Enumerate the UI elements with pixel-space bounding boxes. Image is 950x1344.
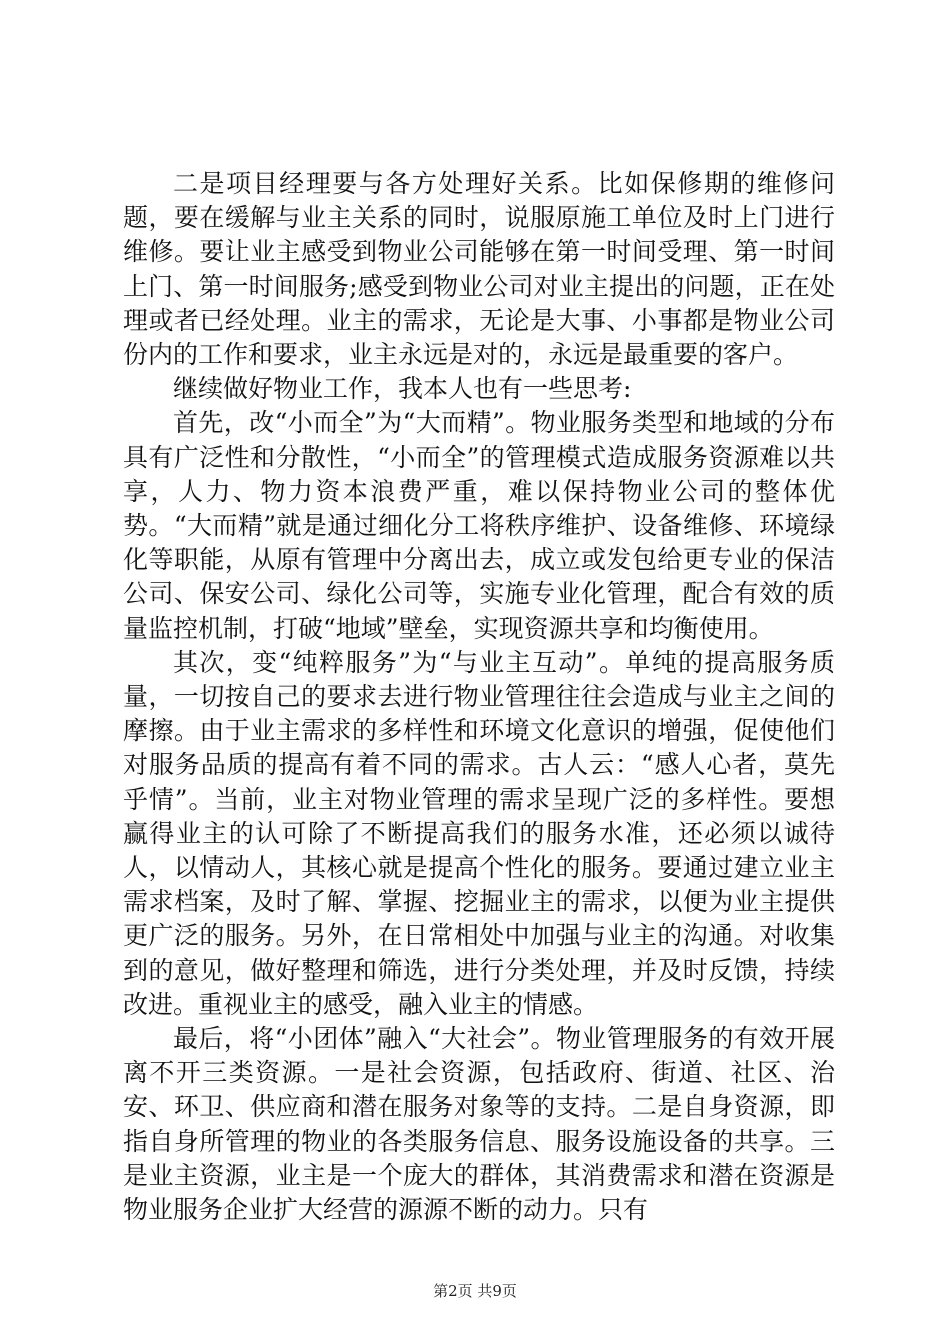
paragraph-project-manager-relations: 二是项目经理要与各方处理好关系。比如保修期的维修问题，要在缓解与业主关系的同时，说服原施工单位及时上门进行维修。要让业主感受到物业公司能够在第一时间受理、第一时间上门、第一时间服务;感受到物业公司对业主提出的问题，正在处理或者已经处理。业主的需求，无论是大事、小事都是物业公司份内的工作和要求，业主永远是对的，永远是最重要的客户。 (123, 169, 835, 370)
paragraph-first-point: 首先，改“小而全”为“大而精”。物业服务类型和地域的分布具有广泛性和分散性，“小而全”的管理模式造成服务资源难以共享，人力、物力资本浪费严重，难以保持物业公司的整体优势。“大而精”就是通过细化分工将秩序维护、设备维修、环境绿化等职能，从原有管理中分离出去，成立或发包给更专业的保洁公司、保安公司、绿化公司等，实施专业化管理，配合有效的质量监控机制，打破“地域”壁垒，实现资源共享和均衡使用。 (123, 408, 835, 643)
paragraph-second-point: 其次，变“纯粹服务”为“与业主互动”。单纯的提高服务质量，一切按自己的要求去进行物业管理往往会造成与业主之间的摩擦。由于业主需求的多样性和环境文化意识的增强，促使他们对服务品质的提高有着不同的需求。古人云：“感人心者，莫先乎情”。当前，业主对物业管理的需求呈现广泛的多样性。要想赢得业主的认可除了不断提高我们的服务水准，还必须以诚待人，以情动人，其核心就是提高个性化的服务。要通过建立业主需求档案，及时了解、掌握、挖掘业主的需求，以便为业主提供更广泛的服务。另外，在日常相处中加强与业主的沟通。对收集到的意见，做好整理和筛选，进行分类处理，并及时反馈，持续改进。重视业主的感受，融入业主的情感。 (123, 647, 835, 1019)
paragraph-third-point: 最后，将“小团体”融入“大社会”。物业管理服务的有效开展离不开三类资源。一是社会资源，包括政府、街道、社区、治安、环卫、供应商和潜在服务对象等的支持。二是自身资源，即指自身所管理的物业的各类服务信息、服务设施设备的共享。三是业主资源，业主是一个庞大的群体，其消费需求和潜在资源是物业服务企业扩大经营的源源不断的动力。只有 (123, 1024, 835, 1225)
document-body (123, 167, 835, 1227)
paragraph-thoughts-intro: 继续做好物业工作，我本人也有一些思考: (173, 374, 632, 404)
page-number-footer: 第2页 共9页 (433, 1282, 517, 1300)
